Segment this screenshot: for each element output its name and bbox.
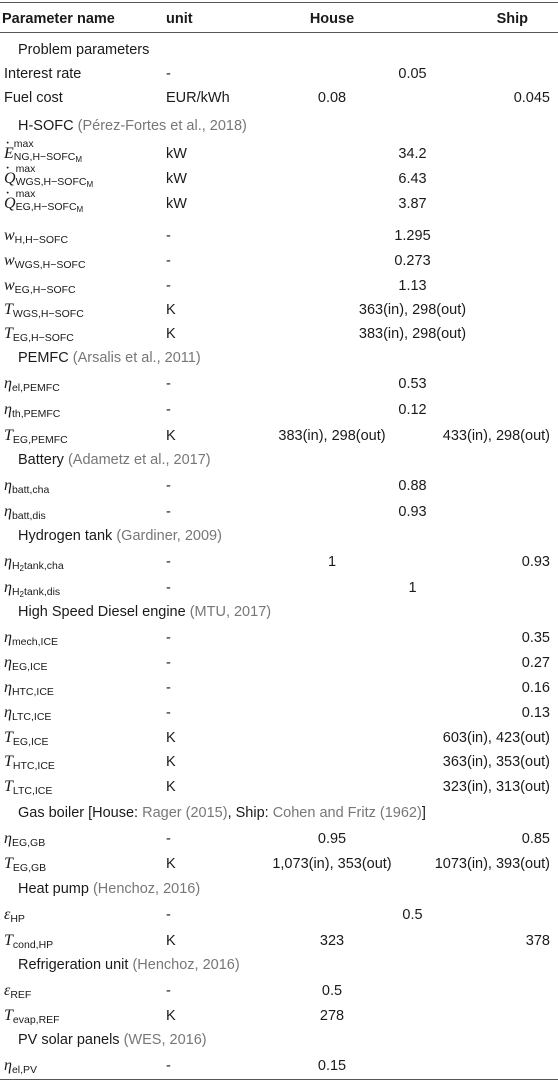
param-value: 0.5 [402, 907, 423, 923]
ship-value: 323(in), 313(out) [442, 779, 550, 795]
house-value: 0.95 [317, 831, 347, 847]
section-gas-boiler: Gas boiler [House: Rager (2015), Ship: Cohen and Fritz (1962)] [18, 805, 426, 821]
ship-value: 0.85 [521, 831, 550, 847]
param-symbol: $w_{H,H-SOFC}$ [4, 227, 69, 246]
citation-link[interactable]: (MTU, 2017) [189, 604, 272, 620]
param-value: 0.05 [398, 66, 427, 82]
table-row [0, 1004, 558, 1028]
table-row [0, 827, 558, 851]
citation-link[interactable]: Cohen and Fritz (1962) [272, 805, 422, 821]
citation-link[interactable]: (Arsalis et al., 2011) [72, 350, 201, 366]
param-unit: - [166, 228, 171, 244]
param-symbol: $T_{WGS,H-SOFC}$ [4, 301, 84, 320]
table-row [0, 322, 558, 346]
house-value: 323 [319, 933, 345, 949]
param-unit: K [166, 730, 176, 746]
param-unit: - [166, 580, 171, 596]
param-symbol: $w_{WGS,H-SOFC}$ [4, 252, 86, 271]
citation-link[interactable]: (WES, 2016) [123, 1032, 207, 1048]
param-name: Fuel cost [4, 90, 63, 106]
citation-link[interactable]: Rager (2015) [142, 805, 228, 821]
param-unit: - [166, 402, 171, 418]
house-value: 278 [319, 1008, 345, 1024]
header-parameter-name: Parameter name [2, 11, 115, 27]
citation-link[interactable]: (Henchoz, 2016) [132, 957, 240, 973]
param-unit: - [166, 278, 171, 294]
param-value: 0.12 [398, 402, 427, 418]
section-title: High Speed Diesel engine [18, 604, 186, 620]
house-value: 1 [327, 554, 337, 570]
table-row [0, 249, 558, 273]
table-row [0, 62, 558, 86]
param-unit: K [166, 326, 176, 342]
param-unit: - [166, 680, 171, 696]
param-value: 0.53 [398, 376, 427, 392]
section-title: PV solar panels [18, 1032, 120, 1048]
table-row [0, 775, 558, 799]
param-unit: K [166, 1008, 176, 1024]
table-bottom-rule [0, 1079, 558, 1080]
param-symbol: $T_{cond,HP}$ [4, 932, 54, 951]
param-value: 1.295 [394, 228, 431, 244]
param-symbol: $T_{EG,GB}$ [4, 855, 47, 874]
param-unit: EUR/kWh [166, 90, 230, 106]
ship-value: 1073(in), 393(out) [434, 856, 550, 872]
param-symbol: $\eta_{H2tank,cha}$ [4, 553, 64, 573]
table-row [0, 298, 558, 322]
param-symbol: $\eta_{mech,ICE}$ [4, 629, 59, 648]
param-value: 1 [408, 580, 417, 596]
table-row [0, 852, 558, 876]
section-title: PEMFC [18, 350, 69, 366]
param-value: 0.93 [398, 504, 427, 520]
param-unit: K [166, 754, 176, 770]
param-unit: K [166, 779, 176, 795]
table-row [0, 424, 558, 448]
param-value: 3.87 [398, 196, 427, 212]
param-symbol: $\varepsilon_{HP}$ [4, 906, 25, 925]
param-symbol: · Q max $EG,H-SOFC_M$ [4, 192, 83, 216]
table-row [0, 651, 558, 675]
param-unit: kW [166, 171, 187, 187]
table-row [0, 372, 558, 396]
citation-link[interactable]: (Pérez-Fortes et al., 2018) [77, 118, 247, 134]
table-row [0, 138, 558, 166]
house-value: 0.15 [317, 1058, 347, 1074]
param-value: 383(in), 298(out) [358, 326, 467, 342]
ship-value: 0.16 [521, 680, 550, 696]
table-row [0, 929, 558, 953]
param-symbol: $w_{EG,H-SOFC}$ [4, 277, 76, 296]
section-h-sofc [0, 114, 558, 138]
table-row [0, 676, 558, 700]
citation-link[interactable]: (Gardiner, 2009) [116, 528, 222, 544]
table-row [0, 576, 558, 600]
param-unit: - [166, 1058, 171, 1074]
house-value: 0.5 [321, 983, 343, 999]
table-row [0, 188, 558, 216]
param-unit: - [166, 983, 171, 999]
param-unit: - [166, 554, 171, 570]
section-hydrogen-tank [0, 524, 558, 548]
section-pv-solar-panels [0, 1028, 558, 1052]
table-row [0, 1054, 558, 1078]
ship-value: 0.13 [521, 705, 550, 721]
param-unit: - [166, 655, 171, 671]
ship-value: 378 [525, 933, 550, 949]
param-value: 0.273 [394, 253, 431, 269]
section-title: Battery [18, 452, 64, 468]
section-title: Heat pump [18, 881, 89, 897]
header-house: House [309, 11, 355, 27]
param-symbol: $T_{LTC,ICE}$ [4, 778, 53, 797]
section-problem-parameters [0, 38, 558, 62]
param-symbol: $\eta_{EG,ICE}$ [4, 654, 48, 673]
param-unit: kW [166, 196, 187, 212]
param-value: 1.13 [398, 278, 427, 294]
param-symbol: $\eta_{H2tank,dis}$ [4, 579, 61, 599]
param-symbol: $\eta_{el,PV}$ [4, 1057, 38, 1076]
param-unit: K [166, 933, 176, 949]
ship-value: 0.045 [513, 90, 550, 106]
param-unit: K [166, 302, 176, 318]
param-unit: kW [166, 146, 187, 162]
param-symbol: $\eta_{EG,GB}$ [4, 830, 46, 849]
section-title: H-SOFC [18, 118, 74, 134]
section-diesel-engine [0, 600, 558, 624]
param-symbol: $\eta_{HTC,ICE}$ [4, 679, 54, 698]
param-symbol: $\eta_{el,PEMFC}$ [4, 375, 60, 394]
house-value: 383(in), 298(out) [278, 428, 386, 444]
table-row [0, 86, 558, 110]
citation-link[interactable]: (Henchoz, 2016) [92, 881, 201, 897]
param-value: 0.88 [398, 478, 427, 494]
table-top-rule [0, 2, 558, 3]
table-row [0, 274, 558, 298]
table-row [0, 500, 558, 524]
param-name: Interest rate [4, 66, 82, 82]
ship-value: 0.93 [521, 554, 550, 570]
param-unit: - [166, 253, 171, 269]
param-unit: - [166, 831, 171, 847]
house-value: 0.08 [317, 90, 347, 106]
param-symbol: · Q max $WGS,H-SOFC_M$ [4, 167, 93, 191]
section-title: Problem parameters [18, 42, 150, 58]
param-symbol: $\eta_{LTC,ICE}$ [4, 704, 52, 723]
table-row [0, 163, 558, 191]
param-symbol: $T_{EG,ICE}$ [4, 729, 49, 748]
table-row [0, 979, 558, 1003]
param-symbol: $\varepsilon_{REF}$ [4, 982, 32, 1001]
ship-value: 0.35 [521, 630, 550, 646]
param-value: 34.2 [398, 146, 427, 162]
header-unit: unit [166, 11, 193, 27]
section-battery [0, 448, 558, 472]
param-unit: - [166, 376, 171, 392]
table-header [0, 7, 558, 29]
param-unit: K [166, 856, 176, 872]
param-unit: - [166, 66, 171, 82]
param-unit: - [166, 504, 171, 520]
ship-value: 433(in), 298(out) [442, 428, 550, 444]
table-row [0, 550, 558, 574]
citation-link[interactable]: (Adametz et al., 2017) [67, 452, 211, 468]
section-title: Hydrogen tank [18, 528, 113, 544]
param-unit: - [166, 907, 171, 923]
param-symbol: $\eta_{th,PEMFC}$ [4, 401, 61, 420]
table-row [0, 726, 558, 750]
house-value: 1,073(in), 353(out) [272, 856, 392, 872]
ship-value: 363(in), 353(out) [442, 754, 550, 770]
ship-value: 603(in), 423(out) [442, 730, 550, 746]
param-symbol: · E max $NG,H-SOFC_M$ [4, 142, 82, 166]
param-unit: - [166, 478, 171, 494]
param-symbol: $\eta_{batt,dis}$ [4, 503, 46, 522]
param-value: 6.43 [398, 171, 427, 187]
table-row [0, 474, 558, 498]
table-row [0, 224, 558, 248]
param-symbol: $\eta_{batt,cha}$ [4, 477, 50, 496]
param-value: 363(in), 298(out) [358, 302, 467, 318]
header-rule [0, 32, 558, 33]
section-refrigeration-unit [0, 953, 558, 977]
param-symbol: $T_{evap,REF}$ [4, 1007, 60, 1026]
param-unit: - [166, 630, 171, 646]
header-ship: Ship [496, 11, 528, 27]
param-symbol: $T_{EG,PEMFC}$ [4, 427, 68, 446]
param-symbol: $T_{EG,H-SOFC}$ [4, 325, 74, 344]
section-title: Refrigeration unit [18, 957, 129, 973]
table-row [0, 750, 558, 774]
param-unit: K [166, 428, 176, 444]
table-row [0, 398, 558, 422]
table-row [0, 701, 558, 725]
section-pemfc [0, 346, 558, 370]
ship-value: 0.27 [521, 655, 550, 671]
section-heat-pump [0, 877, 558, 901]
table-row [0, 626, 558, 650]
param-symbol: $T_{HTC,ICE}$ [4, 753, 55, 772]
table-row [0, 903, 558, 927]
param-unit: - [166, 705, 171, 721]
